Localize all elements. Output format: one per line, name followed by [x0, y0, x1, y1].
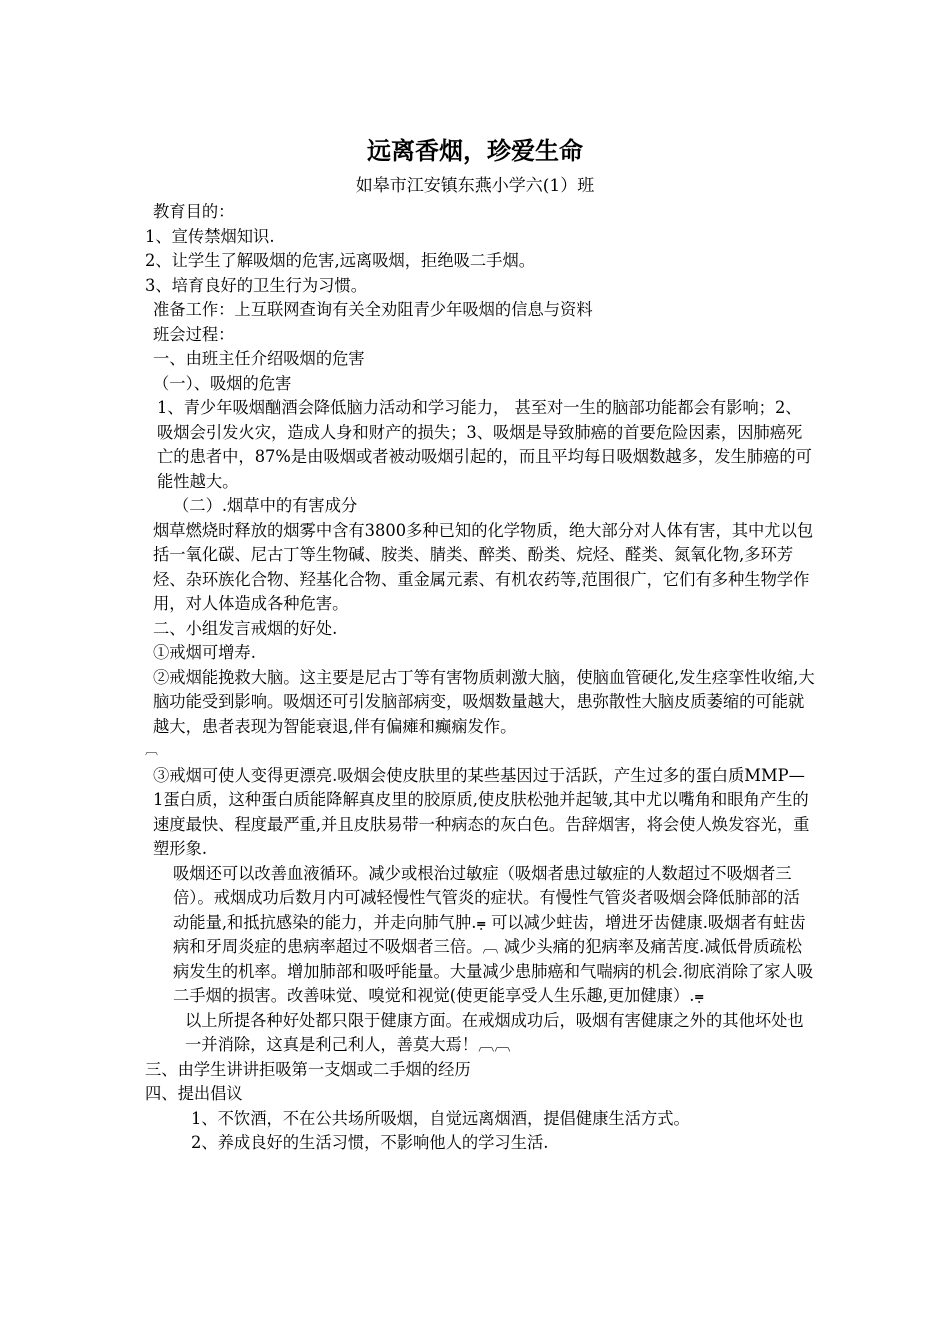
page-subtitle: 如皋市江安镇东燕小学六(1）班: [355, 176, 595, 196]
paragraph-mark: ︹: [145, 743, 159, 758]
paragraph-summary: 以上所提各种好处都只限于健康方面。在戒烟成功后，吸烟有害健康之外的其他坏处也一并消除，这真是利己利人，善莫大焉！︹︹: [185, 1010, 804, 1054]
paragraph-goal-3: 3、培育良好的卫生行为习惯。: [145, 275, 368, 295]
paragraph-goal-1: 1、宣传禁烟知识.: [145, 226, 275, 246]
heading-section-4: 四、提出倡议: [145, 1084, 243, 1103]
paragraph-proposal-2: 2、养成良好的生活习惯，不影响他人的学习生活.: [191, 1133, 549, 1152]
document-body: [145, 200, 815, 1156]
heading-section-3: 三、由学生讲讲拒吸第一支烟或二手烟的经历: [145, 1059, 471, 1079]
paragraph-goal-2: 2、让学生了解吸烟的危害,远离吸烟，拒绝吸二手烟。: [145, 251, 536, 270]
paragraph-benefit-1: ①戒烟可增寿.: [153, 643, 256, 662]
paragraph-education-goal: 教育目的：: [153, 202, 235, 221]
page-title: 远离香烟，珍爱生命: [367, 136, 583, 165]
paragraph-preparation: 准备工作：上互联网查询有关全劝阻青少年吸烟的信息与资料: [153, 300, 593, 319]
paragraph-harmful-components: 烟草燃烧时释放的烟雾中含有3800多种已知的化学物质，绝大部分对人体有害，其中尤以包括一氧化碳、尼古丁等生物碱、胺类、腈类、醉类、酚类、烷烃、醛类、氮氧化物,多环芳烃、杂环族化合物、羟基化合物、重金属元素、有机农药等,范围很广，它们有多种生物学作用，对人体造成各种危害。: [153, 520, 814, 613]
heading-section-1: 一、由班主任介绍吸烟的危害: [153, 349, 365, 368]
heading-section-2: 二、小组发言戒烟的好处.: [153, 618, 338, 638]
heading-subsection-1: （一）、吸烟的危害: [153, 373, 292, 393]
paragraph-meeting-process: 班会过程：: [153, 324, 235, 344]
paragraph-harms: 1、青少年吸烟酗酒会降低脑力活动和学习能力， 甚至对一生的脑部功能都会有影响；2、吸烟会引发火灾，造成人身和财产的损失；3、吸烟是导致肺癌的首要危险因素，因肺癌死亡的患者中，87%是由吸烟或者被动吸烟引起的，而且平均每日吸烟数越多，发生肺癌的可能性越大。: [157, 398, 812, 491]
paragraph-benefit-3: ③戒烟可使人变得更漂亮.吸烟会使皮肤里的某些基因过于活跃，产生过多的蛋白质MMP—1蛋白质，这种蛋白质能降解真皮里的胶原质,使皮肤松弛并起皱,其中尤以嘴角和眼角产生的速度最快、程度最严重,并且皮肤易带一种病态的灰白色。告辞烟害，将会使人焕发容光，重塑形象.: [153, 765, 810, 858]
paragraph-circulation: 吸烟还可以改善血液循环。减少或根治过敏症（吸烟者患过敏症的人数超过不吸烟者三倍）。戒烟成功后数月内可减轻慢性气管炎的症状。有慢性气管炎者吸烟会降低肺部的活动能量,和抵抗感染的能力，并走向肺气肿.⩦ 可以减少蛀齿，增进牙齿健康.吸烟者有蛀齿病和牙周炎症的患病率超过不吸烟者三倍。︹ 减少头痛的犯病率及痛苦度.减低骨质疏松病发生的机率。增加肺部和吸呼能量。大量减少患肺癌和气喘病的机会.彻底消除了家人吸二手烟的损害。改善味觉、嗅觉和视觉(使更能享受人生乐趣,更加健康）.⩦: [173, 863, 814, 1005]
paragraph-benefit-2: ②戒烟能挽救大脑。这主要是尼古丁等有害物质刺激大脑，使脑血管硬化,发生痉挛性收缩,大脑功能受到影响。吸烟还可引发脑部病变，吸烟数量越大，患弥散性大脑皮质萎缩的可能就越大，患者表现为智能衰退,伴有偏瘫和癫痫发作。: [153, 667, 815, 736]
heading-subsection-2: （二）.烟草中的有害成分: [173, 496, 358, 515]
paragraph-proposal-1: 1、不饮酒，不在公共场所吸烟，自觉远离烟酒，提倡健康生活方式。: [191, 1108, 690, 1128]
